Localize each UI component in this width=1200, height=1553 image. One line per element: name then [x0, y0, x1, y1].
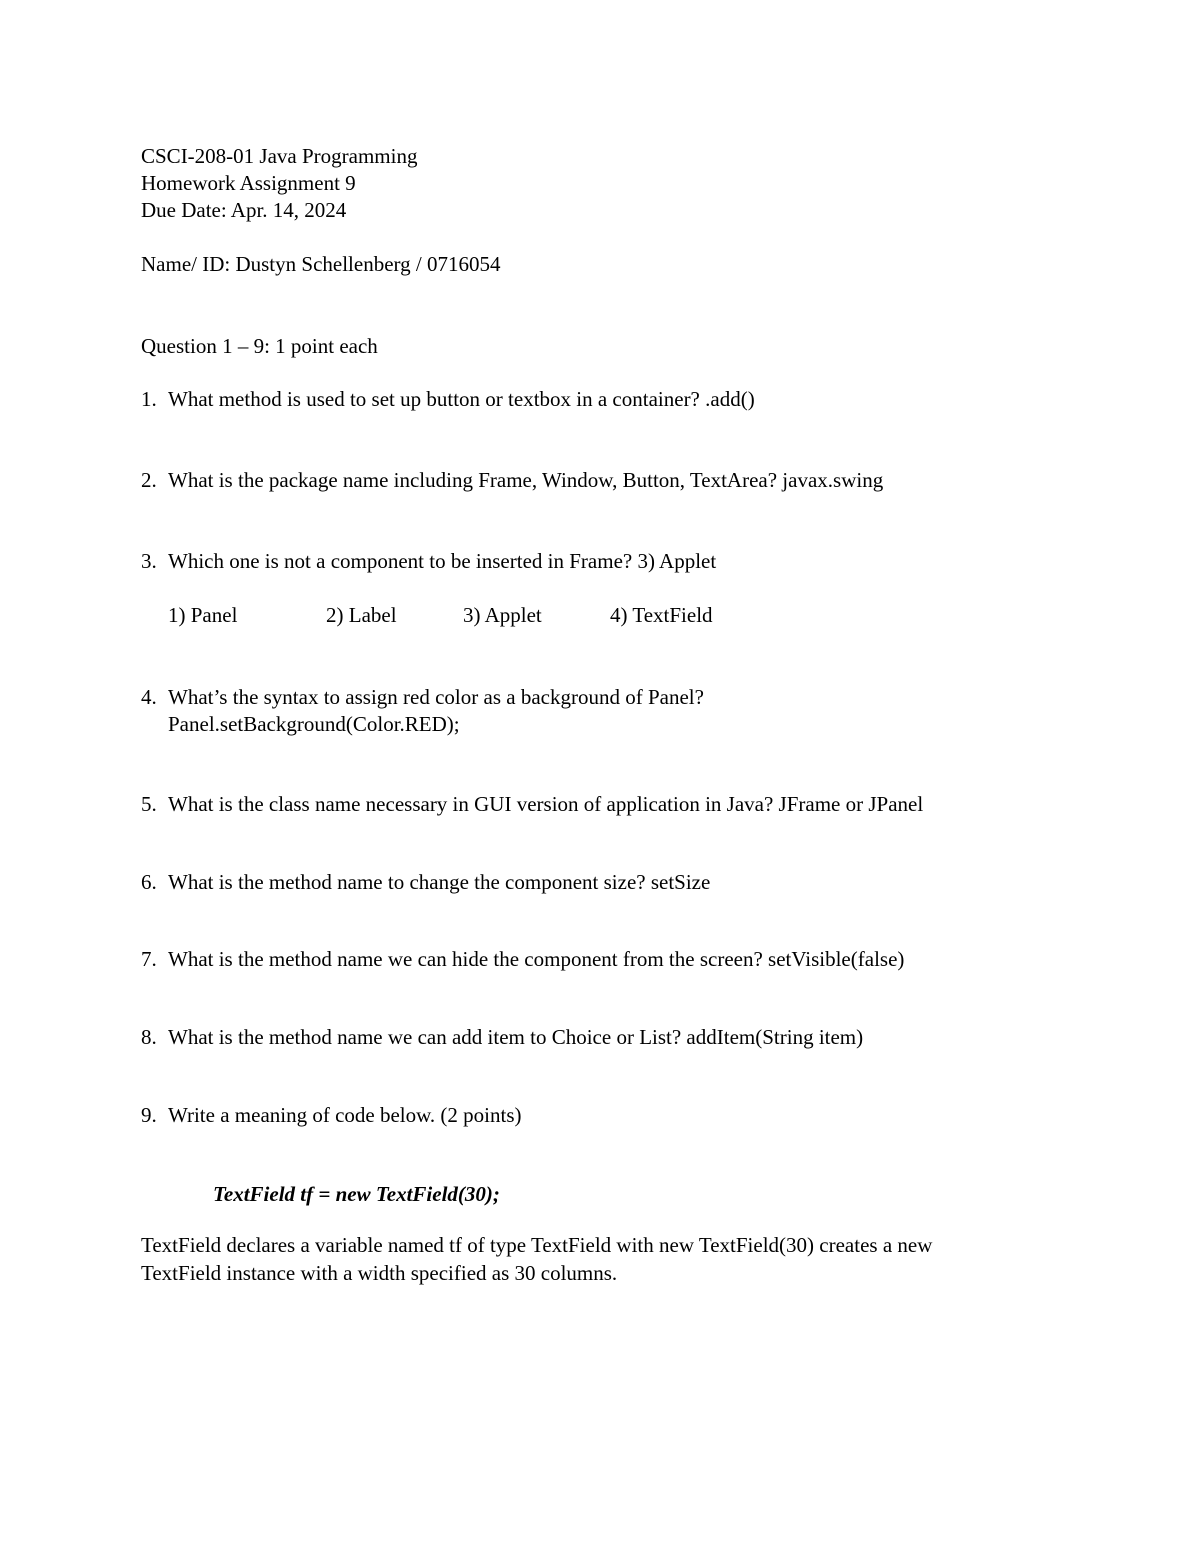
question-text: What is the package name including Frame, Window, Button, TextArea? javax.swing [168, 468, 884, 492]
assignment-title: Homework Assignment 9 [141, 171, 356, 195]
question-text: What is the method name we can hide the component from the screen? setVisible(false) [168, 947, 905, 971]
q3-option-4: 4) TextField [610, 603, 713, 627]
q9-answer-line-1: TextField declares a variable named tf of type TextField with new TextField(30) creates a new [141, 1233, 933, 1257]
question-text: What is the method name we can add item to Choice or List? addItem(String item) [168, 1025, 864, 1049]
question-number: 7. [141, 947, 157, 971]
question-2 [141, 467, 883, 494]
question-7 [141, 946, 904, 973]
question-number: 3. [141, 549, 157, 573]
student-name-id: Name/ ID: Dustyn Schellenberg / 0716054 [141, 252, 501, 276]
question-4 [141, 684, 704, 711]
question-text: What is the class name necessary in GUI version of application in Java? JFrame or JPanel [168, 792, 924, 816]
question-number: 2. [141, 468, 157, 492]
question-number: 8. [141, 1025, 157, 1049]
question-text: Write a meaning of code below. (2 points) [168, 1103, 522, 1127]
q3-option-3: 3) Applet [463, 603, 542, 627]
question-5 [141, 791, 923, 818]
question-number: 9. [141, 1103, 157, 1127]
question-text: What method is used to set up button or textbox in a container? .add() [168, 387, 755, 411]
course-title: CSCI-208-01 Java Programming [141, 144, 418, 168]
question-text: Which one is not a component to be inserted in Frame? 3) Applet [168, 549, 717, 573]
question-number: 6. [141, 870, 157, 894]
instructions: Question 1 – 9: 1 point each [141, 334, 378, 358]
q9-code-snippet: TextField tf = new TextField(30); [213, 1182, 500, 1206]
question-number: 1. [141, 387, 157, 411]
due-date: Due Date: Apr. 14, 2024 [141, 198, 347, 222]
question-8 [141, 1024, 863, 1051]
question-text: What is the method name to change the component size? setSize [168, 870, 711, 894]
q9-answer-line-2: TextField instance with a width specified as 30 columns. [141, 1261, 618, 1285]
q3-option-2: 2) Label [326, 603, 397, 627]
question-4-answer: Panel.setBackground(Color.RED); [168, 712, 460, 736]
question-6 [141, 869, 710, 896]
question-number: 4. [141, 685, 157, 709]
question-number: 5. [141, 792, 157, 816]
q3-option-1: 1) Panel [168, 603, 238, 627]
question-text: What’s the syntax to assign red color as a background of Panel? [168, 685, 704, 709]
question-3 [141, 548, 716, 575]
question-9 [141, 1102, 522, 1129]
question-1 [141, 386, 755, 413]
